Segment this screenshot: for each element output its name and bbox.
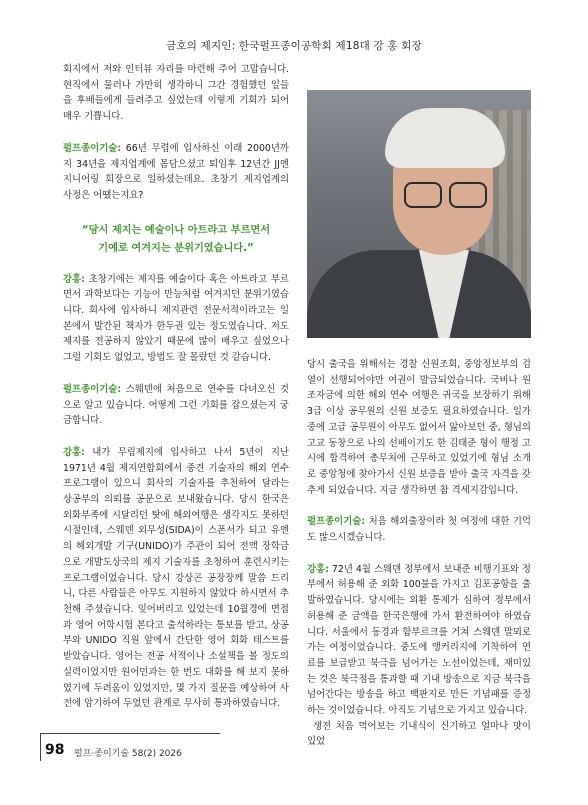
footer-rule [40, 733, 220, 734]
question-paragraph [63, 382, 289, 429]
question-paragraph [307, 514, 531, 545]
speaker-label: 강홍: [307, 563, 329, 575]
pull-quote [63, 220, 289, 260]
paragraph: 생전 처음 먹어보는 기내식이 신기하고 얼마나 맛이 있었 [307, 720, 531, 748]
paragraph-text: 처음 해외출장이라 첫 여정에 대한 기억도 많으시겠습니다. [307, 516, 531, 544]
answer-paragraph [63, 445, 289, 712]
paragraph-text: 스웨덴에 처음으로 연수를 다녀오신 것으로 알고 있습니다. 어떻게 그런 기회를 잡으셨는지 궁금합니다. [63, 383, 289, 427]
speaker-label: 펄프종이기술: [63, 383, 122, 395]
glasses-icon [449, 182, 487, 208]
speaker-label: 펄프종이기술: [307, 516, 366, 528]
photo-jacket [307, 250, 531, 338]
pull-quote-line: “당시 제지는 예술이나 아트라고 부르면서 [81, 224, 271, 236]
speaker-label: 강홍: [63, 446, 85, 458]
footer-divider [40, 733, 41, 761]
answer-paragraph [307, 562, 531, 719]
paragraph: 당시 출국을 위해서는 경찰 신원조회, 중앙정보부의 검열이 선행되어야만 여권이 발급되었습니다. 국비나 원조자금에 의한 해외 연수 여행은 귀국을 보장하기 위해 3급 이상 공무원의 신원 보증도 필요하였습니다. 일가 중에 고급 공무원이 아무도 없어서 앓아보던 중, 형님의 고교 동창으로 나의 선배이기도 한 김태준 형이 행정 고시에 합격하여 총무처에 근무하고 있었기에 형님 소개로 중앙청에 찾아가서 신원 보증을 받아 출국 자격을 갖추게 되었습니다. 지금 생각하면 참 격세지감입니다. [307, 359, 531, 496]
speaker-label: 펄프종이기술: [63, 142, 122, 154]
glasses-icon [404, 182, 442, 208]
journal-citation: 펄프·종이기술 58(2) 2026 [74, 749, 182, 759]
paragraph: 회지에서 저와 인터뷰 자리를 마련해 주어 고맙습니다. 현직에서 물러나 가만히 생각하니 그간 경험했던 일들을 후배들에게 들려주고 싶었는데 이렇게 기회가 되어 매우 기쁩니다. [63, 64, 289, 123]
right-column [307, 357, 531, 766]
paragraph-text: 66년 무렵에 입사하신 이래 2000년까지 34년을 제지업계에 몸담으셨고 퇴임후 12년간 JJ엔지니어링 회장으로 일하셨는데요. 초창기 제지업계의 사정은 어땠는지요? [63, 142, 289, 201]
left-column [63, 62, 289, 728]
question-paragraph [63, 141, 289, 204]
answer-paragraph [63, 272, 289, 366]
speaker-label: 강홍: [63, 273, 85, 285]
paragraph-text: 72년 4월 스웨덴 정부에서 보내준 비행기표와 정부에서 허용해 준 외화 100불을 가지고 김포공항을 출발하였습니다. 당시에는 외환 통제가 심하여 정부에서 허용해 준 금액을 한국은행에 가서 환전하여야 하였습니다. 서울에서 동경과 함부르크를 거쳐 스웨덴 말뫼로 가는 여정이었습니다. 중도에 앵커리지에 기착하여 연료를 보급받고 북극을 넘어가는 노선이었는데, 재미있는 것은 북극점을 통과할 때 기내 방송으로 지금 북극을 넘어간다는 방송을 하고 백판지로 만든 기념패를 증정하는 것이었습니다. 아직도 기념으로 가지고 있습니다. [307, 563, 531, 717]
running-header: 금호의 제지인: 한국펄프종이공학회 제18대 강 홍 회장 [166, 40, 422, 52]
pull-quote-line: 기예로 여겨지는 분위기였습니다.” [98, 242, 254, 254]
page-number: 98 [45, 742, 65, 758]
paragraph-text: 초창기에는 제지를 예술이다 혹은 아트라고 부르면서 과학보다는 기능이 만능처럼 여겨지던 분위기였습니다. 회사에 입사하니 제지관련 전문서적이라고는 일본에서 발간된 책자가 한두권 있는 정도였습니다. 저도 제지를 전공하지 않았기 때문에 많이 배우고 싶었으나 그럴 기회도 없었고, 방법도 잘 몰랐던 것 같습니다. [63, 273, 289, 364]
photo-hair [385, 108, 505, 168]
paragraph-text: 내가 무림제지에 입사하고 나서 5년이 지난 1971년 4월 제지연합회에서 중견 기술자의 해외 연수프로그램이 있으니 회사의 기술자를 추천하여 달라는 상공부의 의뢰를 공문으로 보내왔습니다. 당시 한국은 외화부족에 시달리던 탓에 해외여행은 생각지도 못하던 시절인데, 스웨덴 외무성(SIDA)이 스폰서가 되고 유엔의 해외개발 기구(UNIDO)가 주관이 되어 전액 장학금으로 개발도상국의 제지 기술자를 초청하여 훈련시키는 프로그램이었습니다. 당시 강상곤 공장장께 말씀 드리니, 다른 사람들은 아무도 지원하지 않았다 하시면서 추천해 주셨습니다. 잊어버리고 있었는데 10월경에 면접과 영어 어학시험 본다고 출석하라는 통보를 받고, 상공부와 UNIDO 직원 앞에서 간단한 영어 회화 테스트를 받았습니다. 영어는 전공 서적이나 소설책을 볼 정도의 실력이었지만 원어민과는 한 번도 대화를 해 보지 못하였기에 두려움이 있었지만, 몇 가지 질문을 예상하여 사전에 암기하여 두었던 관계로 무사히 통과하였습니다. [63, 446, 289, 710]
portrait-photo [307, 90, 531, 338]
